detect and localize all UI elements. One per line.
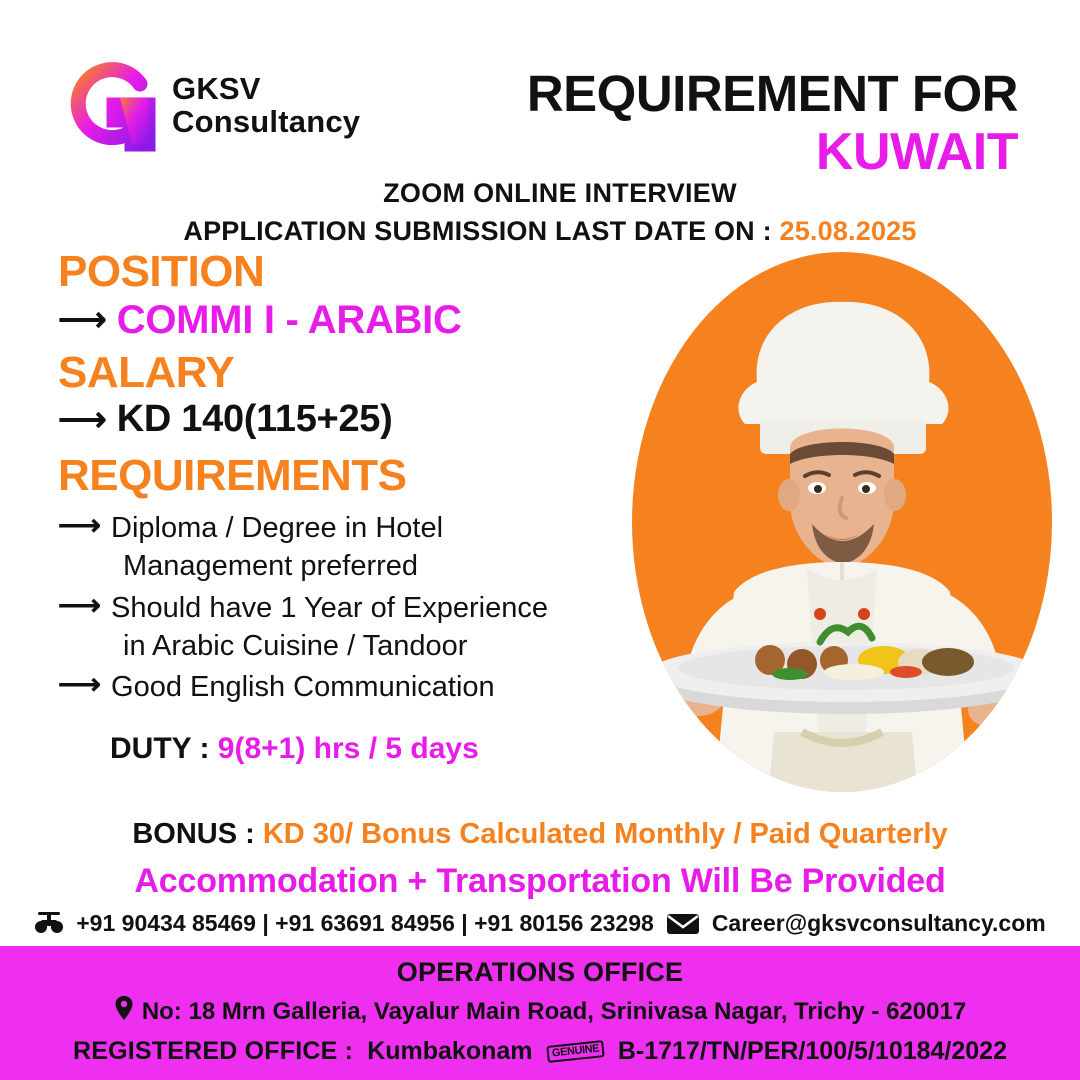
requirement-line1: Good English Communication xyxy=(111,671,495,704)
approval-stamp-icon: GENUINE xyxy=(546,1040,605,1063)
duty-label: DUTY : xyxy=(110,732,210,766)
brand-name-line2: Consultancy xyxy=(172,104,361,139)
bonus-row xyxy=(0,818,1080,851)
requirement-title: REQUIREMENT FOR xyxy=(526,65,1018,122)
position-label: POSITION xyxy=(58,247,265,296)
list-item xyxy=(58,509,658,586)
duty-value: 9(8+1) hrs / 5 days xyxy=(217,732,479,766)
requirement-text xyxy=(111,668,495,706)
requirement-line1: Diploma / Degree in Hotel xyxy=(111,512,444,545)
requirement-text xyxy=(111,509,443,586)
headline-block xyxy=(378,65,1018,181)
requirements-list xyxy=(58,509,658,706)
country-title: KUWAIT xyxy=(815,123,1018,181)
job-details xyxy=(58,248,658,766)
position-value: COMMI I - ARABIC xyxy=(116,297,462,342)
brand-logo-block xyxy=(62,58,360,154)
bonus-label: BONUS : xyxy=(132,818,255,850)
arrow-icon: ⟶ xyxy=(58,301,107,340)
operations-office-title: OPERATIONS OFFICE xyxy=(396,957,684,987)
bonus-value: KD 30/ Bonus Calculated Monthly / Paid Quarterly xyxy=(262,818,948,850)
position-row xyxy=(58,298,658,343)
office-address: No: 18 Mrn Galleria, Vayalur Main Road, Srinivasa Nagar, Trichy - 620017 xyxy=(141,997,967,1025)
salary-label: SALARY xyxy=(58,347,235,397)
requirements-label: REQUIREMENTS xyxy=(58,451,407,501)
chef-photo xyxy=(632,252,1052,812)
requirement-line2: in Arabic Cuisine / Tandoor xyxy=(123,629,468,662)
requirement-text xyxy=(111,589,548,666)
submission-deadline xyxy=(0,216,1080,247)
list-item xyxy=(58,589,658,666)
email-address[interactable]: Career@gksvconsultancy.com xyxy=(711,910,1046,936)
benefits-text: Accommodation + Transportation Will Be Provided xyxy=(134,862,946,900)
office-address-row xyxy=(0,995,1080,1028)
arrow-icon: ⟶ xyxy=(58,509,102,543)
submission-label: APPLICATION SUBMISSION LAST DATE ON : xyxy=(183,216,772,246)
map-pin-icon xyxy=(114,995,134,1028)
salary-value: KD 140(115+25) xyxy=(116,398,393,441)
telephone-icon xyxy=(34,912,64,936)
contact-row xyxy=(0,910,1080,937)
list-item xyxy=(58,668,658,706)
duty-row xyxy=(58,732,658,766)
license-number: B-1717/TN/PER/100/5/10184/2022 xyxy=(617,1037,1007,1065)
arrow-icon: ⟶ xyxy=(58,400,107,439)
brand-name xyxy=(172,73,360,138)
gksv-g-logo-icon xyxy=(62,58,158,154)
footer-bar xyxy=(0,946,1080,1080)
registered-office-city: Kumbakonam xyxy=(367,1037,533,1065)
submission-date: 25.08.2025 xyxy=(779,216,917,246)
requirement-line2: Management preferred xyxy=(123,550,419,583)
registered-office-label: REGISTERED OFFICE : xyxy=(72,1037,354,1065)
interview-mode: ZOOM ONLINE INTERVIEW xyxy=(383,178,737,208)
envelope-icon xyxy=(666,912,700,936)
registered-office-row xyxy=(0,1037,1080,1066)
phone-numbers[interactable]: +91 90434 85469 | +91 63691 84956 | +91 80156 23298 xyxy=(76,910,654,936)
brand-name-line1: GKSV xyxy=(172,71,261,107)
requirement-line1: Should have 1 Year of Experience xyxy=(111,591,548,624)
salary-row xyxy=(58,398,658,441)
arrow-icon: ⟶ xyxy=(58,668,102,702)
arrow-icon: ⟶ xyxy=(58,588,102,622)
